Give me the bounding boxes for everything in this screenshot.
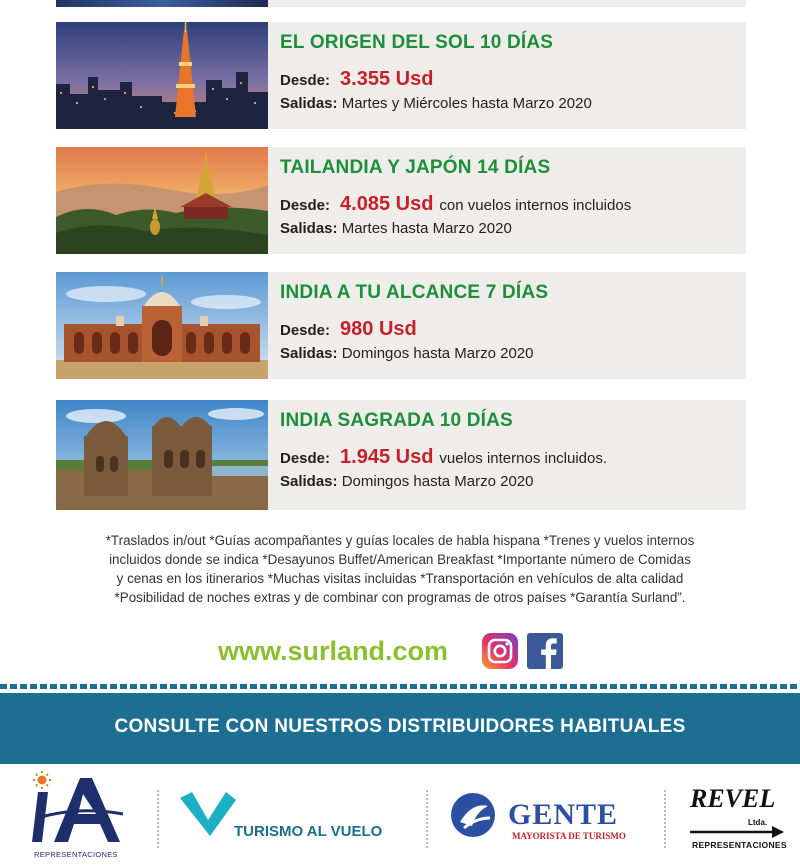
- departures-label: Salidas:: [280, 345, 338, 362]
- notes-line: y cenas en los itinerarios *Muchas visitas incluidas *Transportación en vehículos de alta calidad: [116, 571, 684, 586]
- tour-image-humayun-tomb: [56, 272, 268, 379]
- tour-price-note: vuelos internos incluidos.: [439, 450, 608, 467]
- tour-price-row: [280, 68, 439, 91]
- tour-price: 4.085 Usd: [340, 193, 434, 215]
- revel-suffix: Ltda.: [748, 818, 768, 827]
- from-label: Desde:: [280, 72, 331, 89]
- departures-label: Salidas:: [280, 220, 338, 237]
- from-label: Desde:: [280, 197, 331, 214]
- tour-card[interactable]: [56, 272, 746, 379]
- tour-info: [280, 272, 746, 379]
- turismo-al-vuelo-logo: [178, 790, 408, 848]
- tour-departures-row: [280, 95, 592, 112]
- departures-label: Salidas:: [280, 473, 338, 490]
- tour-price-note: con vuelos internos incluidos: [439, 197, 632, 214]
- tour-title: EL ORIGEN DEL SOL 10 DÍAS: [280, 32, 554, 53]
- revel-name: REVEL: [690, 784, 776, 813]
- tour-departures-row: [280, 473, 533, 490]
- band-divider: [0, 684, 800, 689]
- tour-title: INDIA A TU ALCANCE 7 DÍAS: [280, 282, 549, 303]
- tour-info: [280, 400, 746, 510]
- instagram-icon[interactable]: [482, 633, 518, 669]
- departures-label: Salidas:: [280, 95, 338, 112]
- tour-image-thailand: [56, 147, 268, 254]
- tour-title: TAILANDIA Y JAPÓN 14 DÍAS: [280, 157, 551, 178]
- tour-price-row: [280, 318, 423, 341]
- turismo-al-vuelo-name: TURISMO AL VUELO: [234, 823, 383, 840]
- tour-info: [280, 147, 746, 254]
- gente-name: GENTE: [508, 798, 619, 831]
- tour-info: [280, 22, 746, 129]
- tour-price: 1.945 Usd: [340, 446, 434, 468]
- gente-logo: [450, 790, 630, 846]
- facebook-icon[interactable]: [527, 633, 563, 669]
- tour-price-row: [280, 193, 631, 216]
- distributors-heading: CONSULTE CON NUESTROS DISTRIBUIDORES HABITUALES: [114, 716, 686, 737]
- ia-logo-subtitle: REPRESENTACIONES: [34, 850, 118, 859]
- notes-line: *Posibilidad de noches extras y de combinar con programas de otros países *Garantía Surland”.: [114, 590, 686, 605]
- tour-price: 3.355 Usd: [340, 68, 434, 90]
- website-link[interactable]: www.surland.com: [218, 636, 449, 666]
- tour-departures-row: [280, 345, 533, 362]
- from-label: Desde:: [280, 322, 331, 339]
- previous-tour-image: [56, 0, 268, 7]
- tour-card[interactable]: [56, 147, 746, 254]
- notes-line: *Traslados in/out *Guías acompañantes y guías locales de habla hispana *Trenes y vuelos internos: [105, 533, 695, 548]
- tour-price: 980 Usd: [340, 318, 417, 340]
- included-services-notes: [30, 531, 770, 607]
- tour-departures-row: [280, 220, 512, 237]
- logo-separator: [157, 790, 159, 848]
- tour-departures: Martes y Miércoles hasta Marzo 2020: [341, 95, 592, 112]
- tour-departures: Domingos hasta Marzo 2020: [341, 473, 534, 490]
- tour-price-row: [280, 446, 607, 469]
- distributors-band: [0, 693, 800, 764]
- revel-subtitle: REPRESENTACIONES: [692, 840, 787, 850]
- previous-tour-card: [56, 0, 746, 7]
- tour-departures: Domingos hasta Marzo 2020: [341, 345, 534, 362]
- tour-image-tokyo: [56, 22, 268, 129]
- tour-card[interactable]: [56, 400, 746, 510]
- tour-title: INDIA SAGRADA 10 DÍAS: [280, 410, 513, 431]
- from-label: Desde:: [280, 450, 331, 467]
- gente-subtitle: MAYORISTA DE TURISMO: [512, 831, 626, 841]
- revel-logo: [688, 784, 788, 854]
- ia-representaciones-logo: [28, 770, 138, 862]
- tour-image-orchha: [56, 400, 268, 510]
- tour-card[interactable]: [56, 22, 746, 129]
- tour-departures: Martes hasta Marzo 2020: [341, 220, 512, 237]
- logo-separator: [664, 790, 666, 848]
- logo-separator: [426, 790, 428, 848]
- notes-line: incluidos donde se indica *Desayunos Buffet/American Breakfast *Importante número de Comidas: [109, 552, 691, 567]
